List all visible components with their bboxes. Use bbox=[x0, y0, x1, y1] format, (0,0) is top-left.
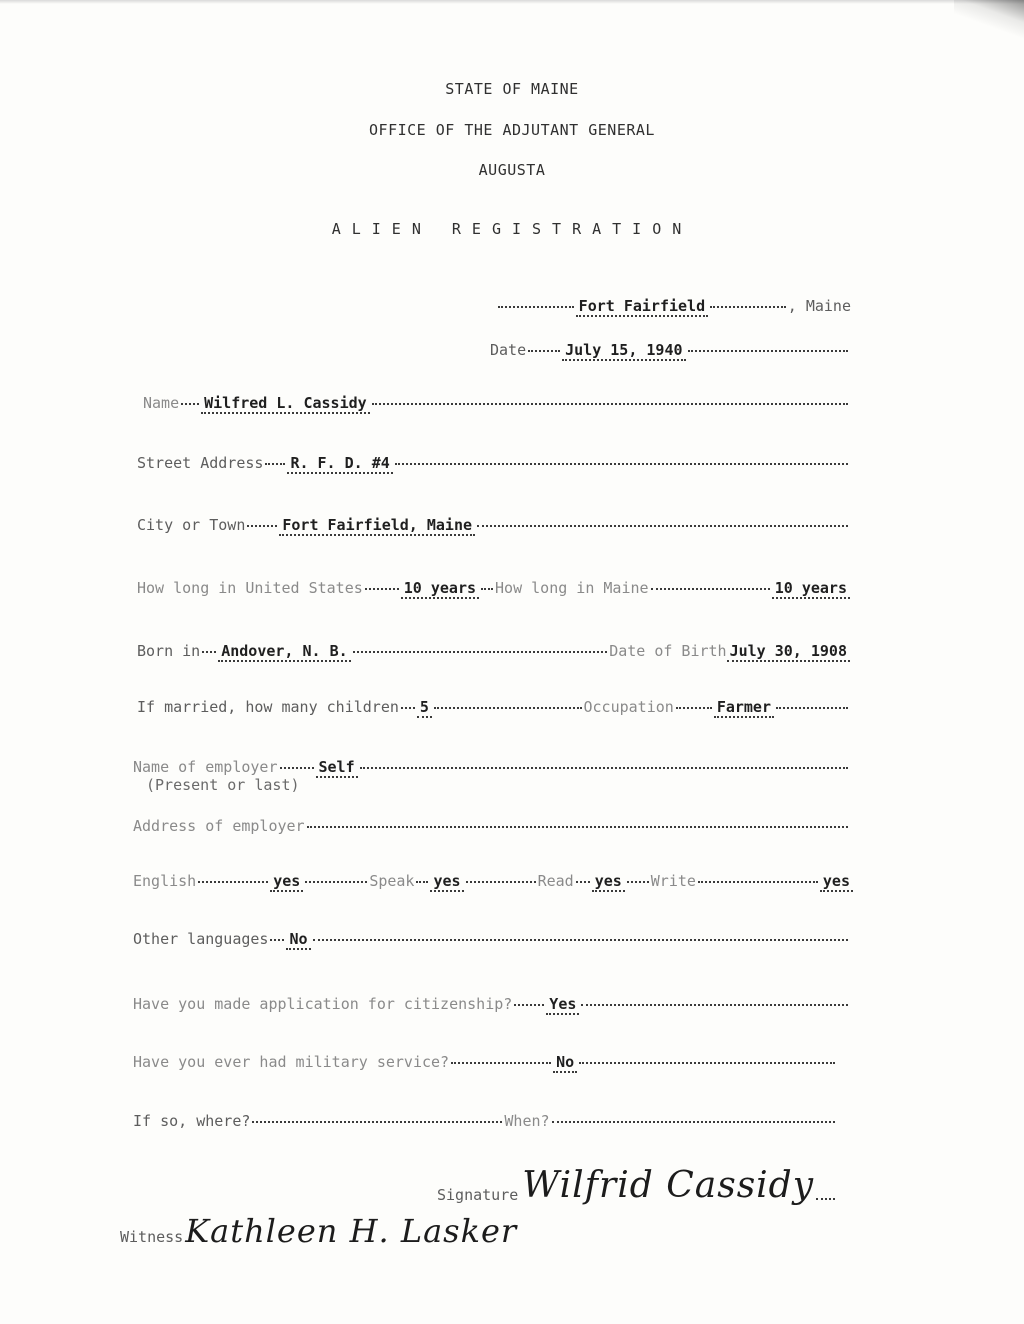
citizenship-line bbox=[133, 995, 850, 1015]
header-city: AUGUSTA bbox=[478, 161, 546, 179]
children-label: If married, how many children bbox=[137, 698, 399, 716]
city-line bbox=[137, 516, 850, 536]
header-state: STATE OF MAINE bbox=[445, 80, 579, 98]
write-value: yes bbox=[820, 872, 853, 892]
street-value: R. F. D. #4 bbox=[287, 454, 392, 474]
employer-label: Name of employer bbox=[133, 758, 278, 776]
when-label: When? bbox=[504, 1112, 550, 1130]
scan-corner-mark bbox=[954, 0, 1024, 40]
military-label: Have you ever had military service? bbox=[133, 1053, 450, 1071]
residency-line bbox=[137, 579, 850, 599]
write-label: Write bbox=[650, 872, 696, 890]
date-label: Date bbox=[490, 341, 527, 359]
header-office: OFFICE OF THE ADJUTANT GENERAL bbox=[369, 121, 655, 139]
maine-duration-label: How long in Maine bbox=[495, 579, 649, 597]
witness-line bbox=[120, 1212, 518, 1250]
city-value: Fort Fairfield, Maine bbox=[279, 516, 475, 536]
dob-label: Date of Birth bbox=[609, 642, 727, 660]
citizenship-value: Yes bbox=[546, 995, 579, 1015]
birth-line bbox=[137, 642, 850, 662]
signature-label: Signature bbox=[437, 1186, 519, 1204]
occupation-value: Farmer bbox=[714, 698, 774, 718]
date-value: July 15, 1940 bbox=[562, 341, 685, 361]
family-line bbox=[137, 698, 850, 718]
born-value: Andover, N. B. bbox=[218, 642, 350, 662]
name-line bbox=[143, 394, 850, 414]
where-label: If so, where? bbox=[133, 1112, 251, 1130]
form-title: ALIEN REGISTRATION bbox=[331, 220, 693, 238]
witness-handwriting: Kathleen H. Lasker bbox=[185, 1212, 518, 1250]
us-duration-label: How long in United States bbox=[137, 579, 363, 597]
name-value: Wilfred L. Cassidy bbox=[201, 394, 370, 414]
witness-label: Witness bbox=[120, 1228, 184, 1246]
place-value: Fort Fairfield bbox=[576, 297, 708, 317]
children-value: 5 bbox=[417, 698, 432, 718]
employer-value: Self bbox=[316, 758, 358, 778]
street-label: Street Address bbox=[137, 454, 264, 472]
employer-note: (Present or last) bbox=[146, 776, 300, 794]
city-label: City or Town bbox=[137, 516, 246, 534]
street-line bbox=[137, 454, 850, 474]
dob-value: July 30, 1908 bbox=[727, 642, 850, 662]
read-value: yes bbox=[592, 872, 625, 892]
name-label: Name bbox=[143, 394, 180, 412]
employer-address-line bbox=[133, 817, 850, 835]
other-languages-line bbox=[133, 930, 850, 950]
other-languages-label: Other languages bbox=[133, 930, 269, 948]
military-value: No bbox=[553, 1053, 577, 1073]
read-label: Read bbox=[537, 872, 574, 890]
place-line bbox=[496, 297, 851, 317]
employer-line bbox=[133, 758, 850, 778]
scan-edge-shadow bbox=[0, 0, 1024, 4]
language-line bbox=[133, 872, 853, 892]
other-languages-value: No bbox=[286, 930, 310, 950]
signature-handwriting: Wilfrid Cassidy bbox=[522, 1165, 815, 1206]
maine-duration-value: 10 years bbox=[772, 579, 850, 599]
occupation-label: Occupation bbox=[583, 698, 674, 716]
date-line bbox=[490, 341, 850, 361]
speak-label: Speak bbox=[369, 872, 415, 890]
military-line bbox=[133, 1053, 837, 1073]
us-duration-value: 10 years bbox=[401, 579, 479, 599]
citizenship-label: Have you made application for citizenship? bbox=[133, 995, 513, 1013]
signature-line bbox=[437, 1165, 837, 1206]
place-suffix: , Maine bbox=[787, 297, 851, 315]
employer-address-label: Address of employer bbox=[133, 817, 305, 835]
speak-value: yes bbox=[430, 872, 463, 892]
english-label: English bbox=[133, 872, 197, 890]
born-label: Born in bbox=[137, 642, 201, 660]
english-value: yes bbox=[270, 872, 303, 892]
where-when-line bbox=[133, 1112, 837, 1130]
